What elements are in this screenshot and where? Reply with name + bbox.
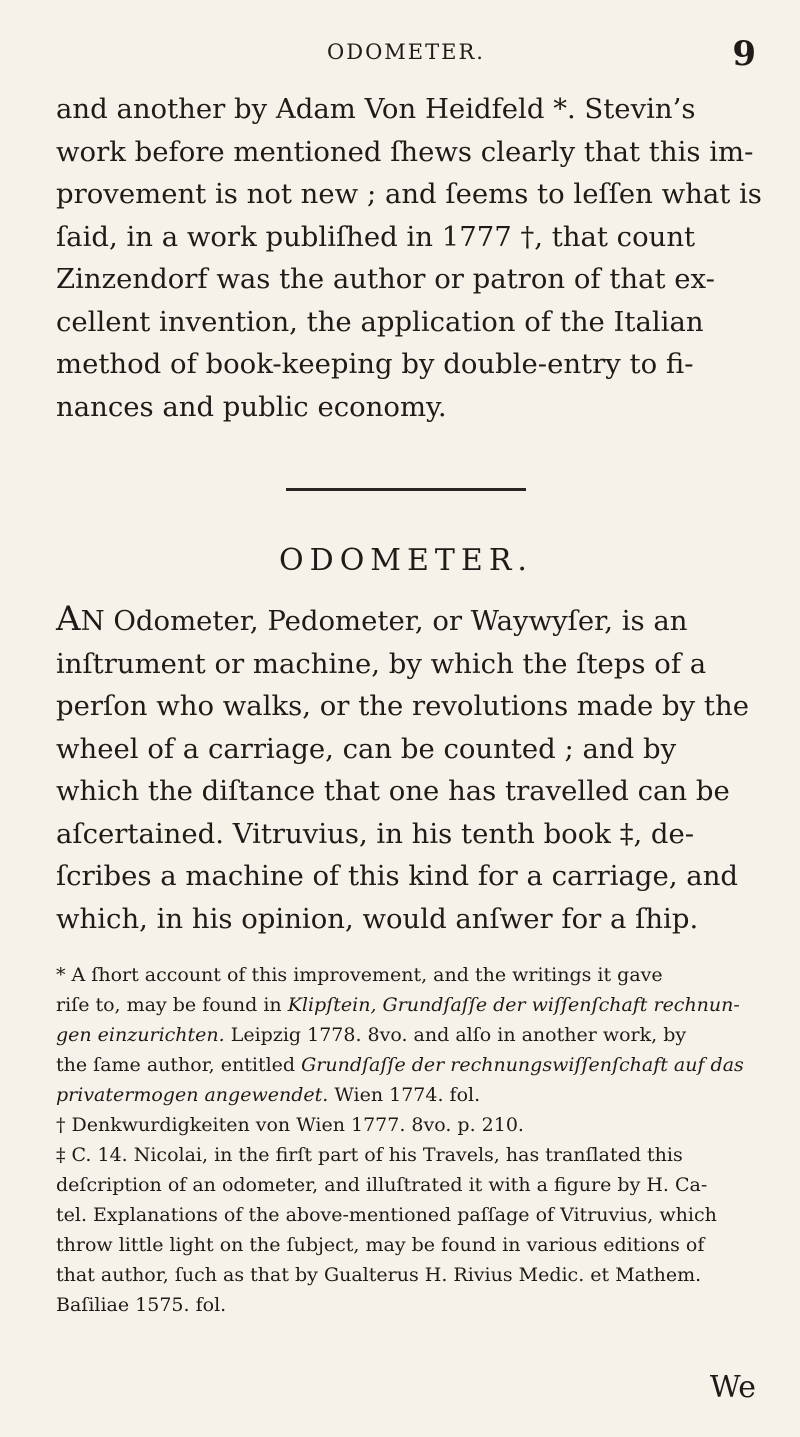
top-paragraph — [56, 88, 762, 428]
footnote-text: deſcription of an odometer, and illuſtrated it with a figure by H. Ca- — [56, 1174, 708, 1196]
footnote-text: throw little light on the ſubject, may be found in various editions of — [56, 1234, 705, 1256]
text-line-rest: N Odometer, Pedometer, or Waywyſer, is an — [80, 605, 688, 637]
text-line: which, in his opinion, would anſwer for a ſhip. — [56, 902, 699, 935]
footnote-line — [56, 960, 756, 990]
footnote-line — [56, 990, 756, 1020]
text-line: wheel of a carriage, can be counted ; and by — [56, 732, 677, 765]
text-line: and another by Adam Von Heidfeld *. Stevin’s — [56, 93, 696, 125]
drop-cap: A — [56, 599, 81, 639]
text-line: provement is not new ; and ſeems to leſſen what is — [56, 178, 762, 210]
footnote-line — [56, 1110, 756, 1140]
footnote-text: Wien 1774. fol. — [328, 1084, 481, 1106]
footnote-line — [56, 1260, 756, 1290]
footnote-text: Baſiliae 1575. fol. — [56, 1294, 227, 1316]
section-divider — [286, 488, 526, 491]
footnote-italic-text: gen einzurichten. — [56, 1024, 225, 1046]
footnote-line — [56, 1290, 756, 1320]
footnote-text: the ſame author, entitled — [56, 1054, 302, 1076]
book-page — [56, 34, 762, 1405]
text-line — [56, 598, 756, 643]
text-line: perſon who walks, or the revolutions made by the — [56, 690, 749, 722]
footnote-line — [56, 1140, 756, 1170]
footnote-line — [56, 1230, 756, 1260]
text-line: method of book-keeping by double-entry to fi- — [56, 348, 694, 380]
text-line: ſcribes a machine of this kind for a carriage, and — [56, 860, 739, 892]
text-line: aſcertained. Vitruvius, in his tenth book ‡, de- — [56, 817, 695, 850]
text-line: inſtrument or machine, by which the ſteps of a — [56, 647, 707, 680]
footnote-text: ‡ C. 14. Nicolai, in the firſt part of his Travels, has tranſlated this — [56, 1144, 683, 1166]
catchword: We — [709, 1370, 756, 1405]
footnote — [56, 960, 756, 1110]
text-line: cellent invention, the application of the Italian — [56, 305, 704, 338]
footnote-line — [56, 1200, 756, 1230]
text-line: which the diſtance that one has travelled can be — [56, 775, 730, 807]
running-head — [56, 34, 756, 88]
text-line: ſaid, in a work publiſhed in 1777 †, that count — [56, 220, 696, 253]
footnote-line — [56, 1170, 756, 1200]
footnote-italic-text: Grundſaſſe der rechnungswiſſenſchaft auf das — [301, 1054, 744, 1076]
footnote — [56, 1110, 756, 1140]
footnote — [56, 1140, 756, 1320]
footnote-text: Leipzig 1778. 8vo. and alſo in another work, by — [224, 1024, 687, 1046]
running-title: ODOMETER. — [327, 40, 485, 64]
footnote-line — [56, 1080, 756, 1110]
footnote-italic-text: privatermogen angewendet. — [56, 1084, 329, 1106]
footnote-text: tel. Explanations of the above-mentioned paſſage of Vitruvius, which — [56, 1204, 717, 1226]
text-line: Zinzendorf was the author or patron of that ex- — [56, 263, 715, 295]
section-paragraph — [56, 598, 756, 940]
footnote-italic-text: Klipſtein, Grundſaſſe der wiſſenſchaft rechnun- — [287, 994, 740, 1016]
page-number: 9 — [732, 34, 756, 74]
footnote-text: † Denkwurdigkeiten von Wien 1777. 8vo. p. 210. — [56, 1114, 524, 1136]
footnote-text: * A ſhort account of this improvement, and the writings it gave — [56, 964, 663, 986]
footnote-line — [56, 1020, 756, 1050]
footnote-text: that author, ſuch as that by Gualterus H. Rivius Medic. et Mathem. — [56, 1264, 702, 1286]
footnotes — [56, 960, 756, 1320]
section-title: ODOMETER. — [279, 543, 533, 578]
text-line: nances and public economy. — [56, 390, 447, 423]
footnote-text: riſe to, may be found in — [56, 994, 288, 1016]
text-line: work before mentioned ſhews clearly that this im- — [56, 135, 754, 168]
footnote-line — [56, 1050, 756, 1080]
